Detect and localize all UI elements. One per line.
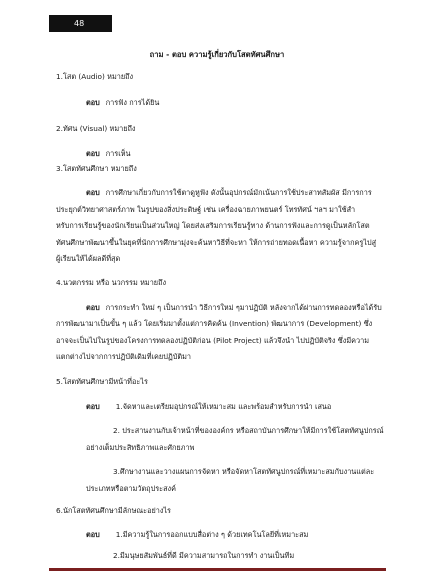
answer-4-line-1 xyxy=(86,302,382,314)
answer-5-line-1 xyxy=(86,401,331,413)
answer-4-line-3: อาจจะเป็นไปในรูปของโครงการทดลองปฏิบัติก่อน (Pilot Project) แล้วจึงนำ ไปปฏิบัติจริง ซึ่งมีความ xyxy=(56,336,370,345)
answer-5-line-5: ประเภทหรือตามวัตถุประสงค์ xyxy=(86,484,176,493)
answer-label: ตอบ xyxy=(86,188,100,197)
answer-6-line-2: 2.มีมนุษยสัมพันธ์ที่ดี มีความสามารถในการทำ งานเป็นทีม xyxy=(113,551,295,560)
answer-5-line-2: 2. ประสานงานกับเจ้าหน้าที่ขององค์กร หรือสถาบันการศึกษาให้มีการใช้โสตทัศนูปกรณ์ xyxy=(113,426,384,435)
question-6: 6.นักโสตทัศนศึกษามีลักษณะอย่างไร xyxy=(56,506,171,515)
answer-2 xyxy=(86,148,131,160)
answer-5-line-4: 3.ศึกษางานและวางแผนการจัดหา หรือจัดหาโสตทัศนูปกรณ์ที่เหมาะสมกับงานแต่ละ xyxy=(113,467,375,476)
page-number-badge: 48 xyxy=(49,15,112,32)
answer-text: การเห็น xyxy=(105,149,131,158)
answer-text: 1.จัดหาและเตรียมอุปกรณ์ให้เหมาะสม และพร้อมสำหรับการนำ เสนอ xyxy=(115,402,332,411)
answer-label: ตอบ xyxy=(86,149,100,158)
page-title: ถาม - ตอบ ความรู้เกี่ยวกับโสตทัศนศึกษา xyxy=(149,50,285,59)
answer-text: การศึกษาเกี่ยวกับการใช้ตาดูหูฟัง ดังนั้นอุปกรณ์มักเน้นการใช้ประสาทสัมผัส มีการการ xyxy=(105,188,372,197)
answer-4-line-2: การพัฒนามาเป็นขั้น ๆ แล้ว โดยเริ่มมาตั้งแต่การคิดค้น (Invention) พัฒนาการ (Development) ซึ่ง xyxy=(56,319,373,328)
question-5: 5.โสตทัศนศึกษามีหน้าที่อะไร xyxy=(56,377,148,386)
question-2: 2.ทัศน (Visual) หมายถึง xyxy=(56,124,136,133)
question-1: 1.โสต (Audio) หมายถึง xyxy=(56,72,134,81)
answer-text: การกระทำ ใหม่ ๆ เป็นการนำ วิธีการใหม่ ๆมาปฏิบัติ หลังจากได้ผ่านการทดลองหรือได้รับ xyxy=(105,303,382,312)
answer-6-line-1 xyxy=(86,529,308,541)
question-4: 4.นวตกรรม หรือ นวกรรม หมายถึง xyxy=(56,278,167,287)
bottom-divider xyxy=(49,568,386,571)
answer-text: การฟัง การได้ยิน xyxy=(105,98,160,107)
answer-label: ตอบ xyxy=(86,303,100,312)
answer-5-line-3: อย่างเต็มประสิทธิภาพและศักยภาพ xyxy=(86,443,195,452)
answer-3-line-1 xyxy=(86,187,372,199)
answer-3-line-2: ประยุกต์วิทยาศาสตร์ภาพ ในรูปของสิ่งประดิษฐ์ เช่น เครื่องฉายภาพยนตร์ โทรทัศน์ ฯลฯ มาใช้สำ xyxy=(56,205,356,214)
answer-1 xyxy=(86,97,159,109)
question-3: 3.โสตทัศนศึกษา หมายถึง xyxy=(56,164,137,173)
answer-3-line-3: หรับการเรียนรู้ของนักเรียนเป็นส่วนใหญ่ โดยส่งเสริมการเรียนรู้ทาง ด้านการฟังและการดูเป็นหลักโสต xyxy=(56,221,370,230)
answer-label: ตอบ xyxy=(86,530,100,539)
answer-3-line-4: ทัศนศึกษาพัฒนาขึ้นในยุคที่นักการศึกษามุ่งจะค้นหาวิธีที่จะหา ให้การถ่ายทอดเนื้อหา ความรู้จากครูไปสู่ xyxy=(56,238,377,247)
answer-4-line-4: แตกต่างไปจากการปฏิบัติเดิมที่เคยปฏิบัติมา xyxy=(56,352,191,361)
answer-label: ตอบ xyxy=(86,98,100,107)
answer-3-line-5: ผู้เรียนให้ได้ผลดีที่สุด xyxy=(56,254,121,263)
answer-label: ตอบ xyxy=(86,402,100,411)
answer-text: 1.มีความรู้ในการออกแบบสื่อต่าง ๆ ด้วยเทคโนโลยีที่เหมาะสม xyxy=(115,530,309,539)
